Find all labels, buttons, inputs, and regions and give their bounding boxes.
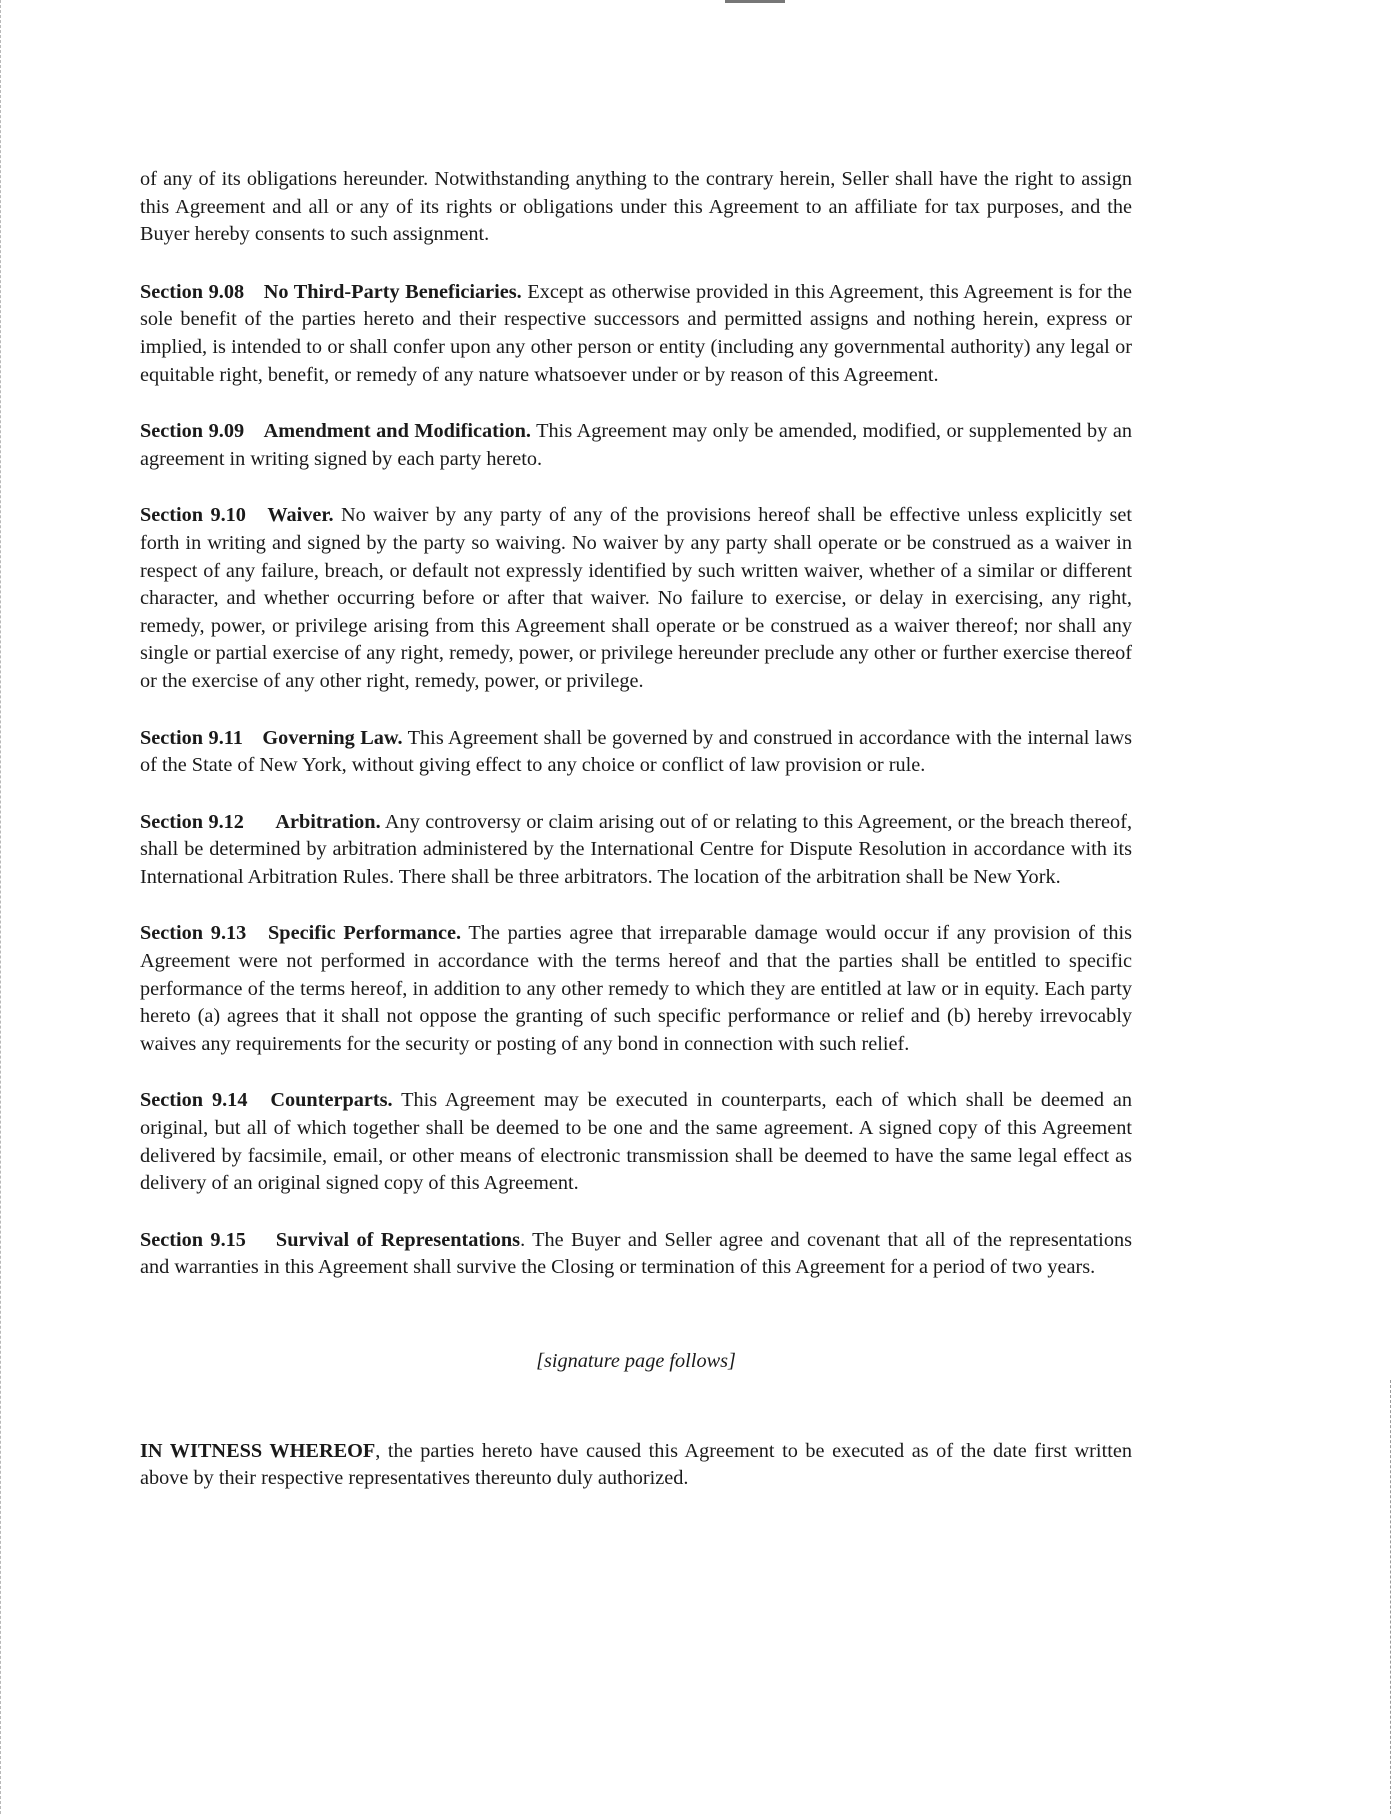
scan-right-edge bbox=[1390, 1380, 1392, 1814]
section-title: Waiver. bbox=[267, 504, 334, 527]
section-text: This Agreement shall be governed by and construed in accordance with the internal laws of the State of New York, without giving effect to any choice or conflict of law provision or rule. bbox=[140, 726, 1132, 777]
witness-paragraph bbox=[140, 1438, 1132, 1493]
section-number: Section 9.12 bbox=[140, 810, 244, 833]
section-number: Section 9.09 bbox=[140, 420, 245, 443]
section-9-14 bbox=[140, 1087, 1132, 1197]
section-9-08 bbox=[140, 279, 1132, 389]
section-9-13 bbox=[140, 920, 1132, 1058]
section-number: Section 9.10 bbox=[140, 504, 246, 527]
continuation-paragraph: of any of its obligations hereunder. Notwithstanding anything to the contrary herein, Seller shall have the right to assign this Agreement and all or any of its rights or obligations under this Agreement to an affiliate for tax purposes, and the Buyer hereby consents to such assignment. bbox=[140, 168, 1132, 246]
section-9-09 bbox=[140, 418, 1132, 473]
section-9-10 bbox=[140, 502, 1132, 695]
section-title: Specific Performance. bbox=[268, 922, 462, 945]
scan-left-edge bbox=[0, 0, 3, 1814]
section-9-15 bbox=[140, 1227, 1132, 1282]
section-title: Governing Law. bbox=[262, 726, 403, 749]
section-title: Arbitration. bbox=[275, 810, 381, 833]
signature-page-note: [signature page follows] bbox=[536, 1350, 736, 1372]
section-9-12 bbox=[140, 809, 1132, 892]
section-number: Section 9.15 bbox=[140, 1228, 246, 1251]
section-text: This Agreement may be executed in counterparts, each of which shall be deemed an original, but all of which together shall be deemed to be one and the same agreement. A signed copy of this Agreement delivered by facsimile, email, or other means of electronic transmission shall be deemed to have the same legal effect as delivery of an original signed copy of this Agreement. bbox=[140, 1089, 1132, 1195]
section-text: Except as otherwise provided in this Agreement, this Agreement is for the sole benefit of the parties hereto and their respective successors and permitted assigns and nothing herein, express or implied, is intended to or shall confer upon any other person or entity (including any governmental authority) any legal or equitable right, benefit, or remedy of any nature whatsoever under or by reason of this Agreement. bbox=[140, 280, 1132, 386]
section-number: Section 9.08 bbox=[140, 280, 245, 303]
section-text: This Agreement may only be amended, modified, or supplemented by an agreement in writing signed by each party hereto. bbox=[140, 420, 1132, 470]
section-number: Section 9.11 bbox=[140, 726, 243, 749]
section-text: No waiver by any party of any of the provisions hereof shall be effective unless explicitly set forth in writing and signed by the party so waiving. No waiver by any party shall operate or be construed as a waiver in respect of any failure, breach, or default not expressly identified by such written waiver, whether of a similar or different character, and whether occurring before or after that waiver. No failure to exercise, or delay in exercising, any right, remedy, power, or privilege arising from this Agreement shall operate or be construed as a waiver thereof; nor shall any single or partial exercise of any right, remedy, power, or privilege hereunder preclude any other or further exercise thereof or the exercise of any other right, remedy, power, or privilege. bbox=[140, 504, 1133, 692]
scan-top-mark bbox=[725, 0, 785, 3]
section-9-11 bbox=[140, 725, 1132, 780]
section-title: Counterparts. bbox=[270, 1089, 393, 1112]
witness-lead: IN WITNESS WHEREOF bbox=[140, 1439, 376, 1462]
section-text: Any controversy or claim arising out of or relating to this Agreement, or the breach thereof, shall be determined by arbitration administered by the International Centre for Dispute Resolution in accordance with its International Arbitration Rules. There shall be three arbitrators. The location of the arbitration shall be New York. bbox=[140, 810, 1133, 888]
section-text: The parties agree that irreparable damage would occur if any provision of this Agreement were not performed in accordance with the terms hereof and that the parties shall be entitled to specific performance of the terms hereof, in addition to any other remedy to which they are entitled at law or in equity. Each party hereto (a) agrees that it shall not oppose the granting of such specific performance or relief and (b) hereby irrevocably waives any requirements for the security or posting of any bond in connection with such relief. bbox=[140, 922, 1132, 1055]
section-title: Amendment and Modification. bbox=[263, 420, 531, 443]
section-title: No Third-Party Beneficiaries. bbox=[263, 280, 522, 303]
section-number: Section 9.14 bbox=[140, 1089, 248, 1112]
witness-text: , the parties hereto have caused this Agreement to be executed as of the date first written above by their respective representatives thereunto duly authorized. bbox=[140, 1439, 1132, 1490]
section-number: Section 9.13 bbox=[140, 922, 247, 945]
section-title: Survival of Representations bbox=[275, 1228, 521, 1251]
section-text: . The Buyer and Seller agree and covenant that all of the representations and warranties in this Agreement shall survive the Closing or termination of this Agreement for a period of two years. bbox=[140, 1228, 1132, 1279]
document-body bbox=[140, 166, 1132, 1522]
